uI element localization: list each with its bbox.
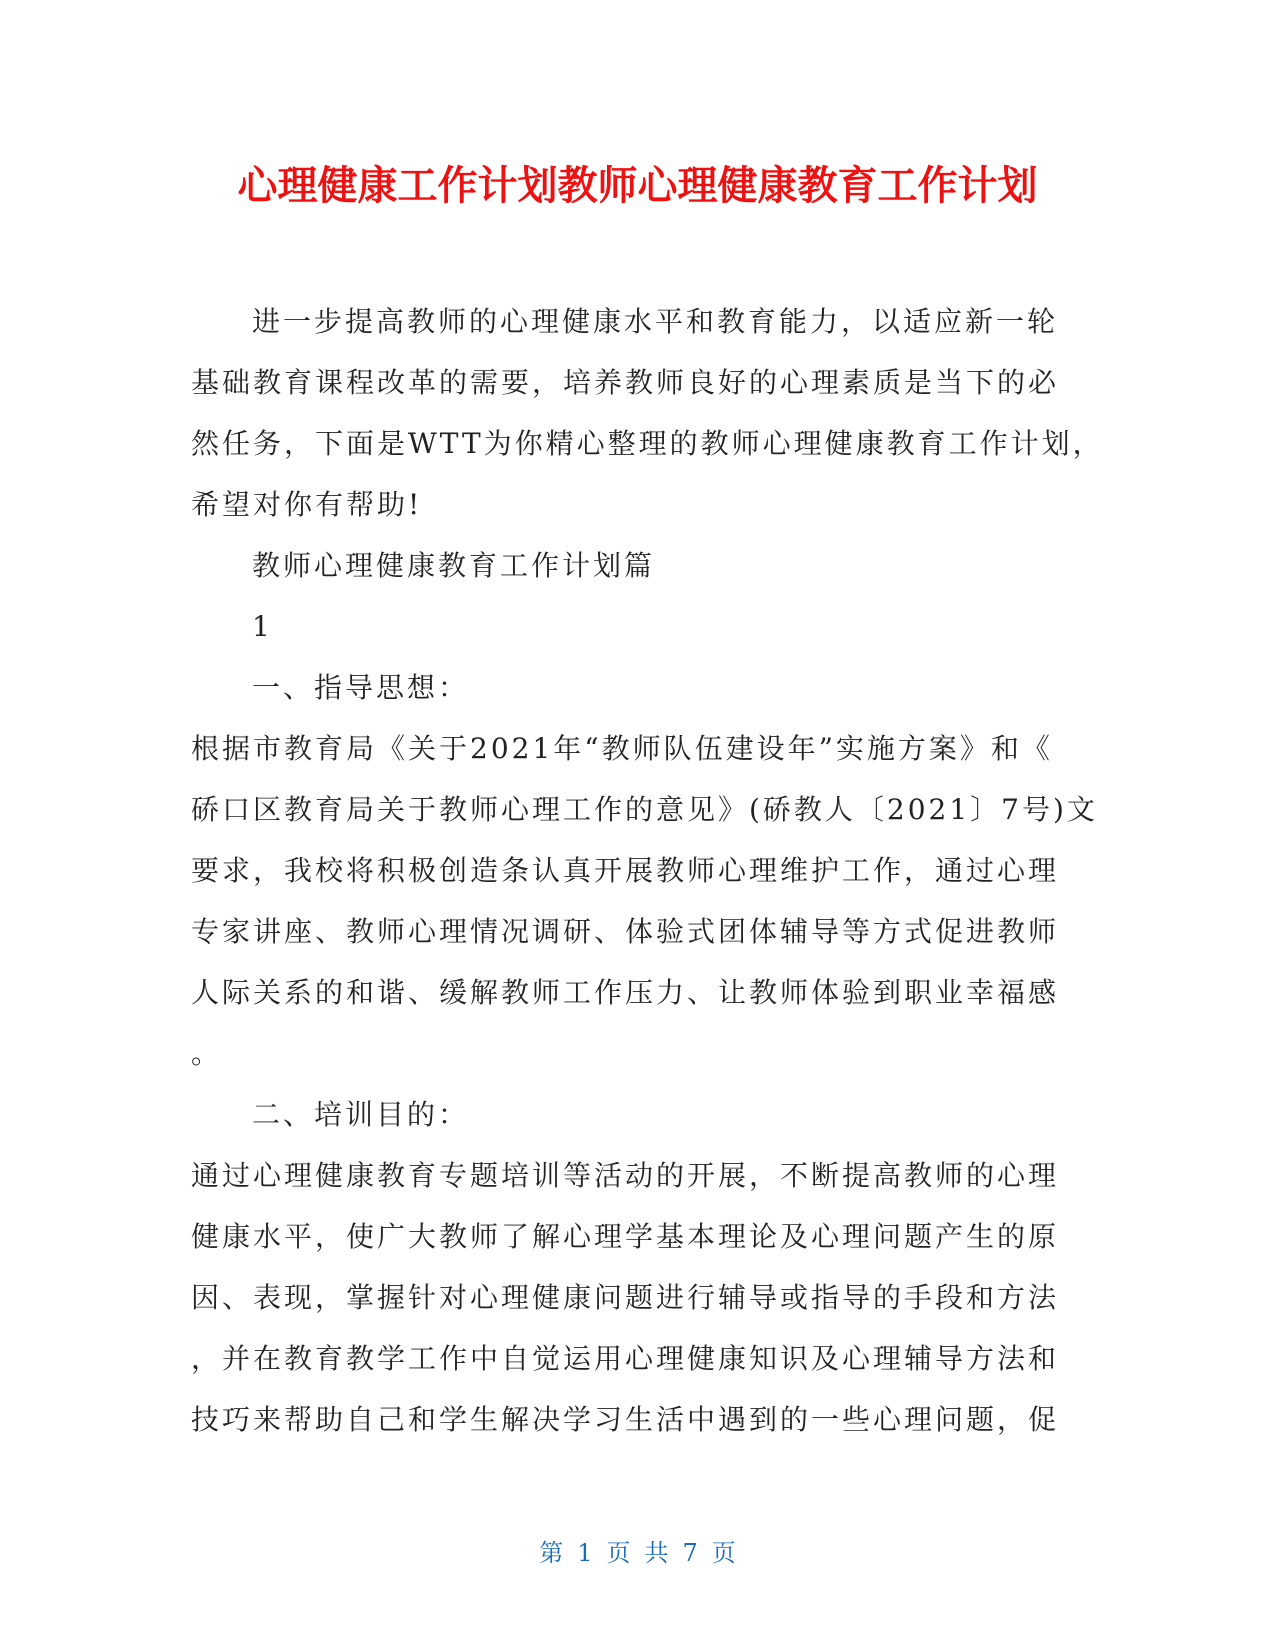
current-page-number: 1: [577, 1539, 593, 1567]
paragraph-line: 健康水平，使广大教师了解心理学基本理论及心理问题产生的原: [191, 1220, 1060, 1253]
section-heading: 一、指导思想：: [252, 671, 470, 704]
paragraph-line: 专家讲座、教师心理情况调研、体验式团体辅导等方式促进教师: [191, 915, 1060, 948]
document-title: 心理健康工作计划教师心理健康教育工作计划: [237, 163, 1038, 209]
footer-total-word: 共: [644, 1539, 669, 1567]
paragraph-line: 硚口区教育局关于教师心理工作的意见》(硚教人〔2021〕7号)文: [191, 793, 1098, 826]
footer-prefix: 第: [539, 1539, 564, 1567]
section-heading: 教师心理健康教育工作计划篇: [252, 549, 656, 582]
section-heading: 二、培训目的：: [252, 1098, 470, 1131]
paragraph-line: 技巧来帮助自己和学生解决学习生活中遇到的一些心理问题，促: [191, 1403, 1060, 1436]
paragraph-line: 因、表现，掌握针对心理健康问题进行辅导或指导的手段和方法: [191, 1281, 1060, 1314]
paragraph-line: 要求，我校将积极创造条认真开展教师心理维护工作，通过心理: [191, 854, 1060, 887]
paragraph-line: 进一步提高教师的心理健康水平和教育能力，以适应新一轮: [252, 305, 1059, 338]
total-page-count: 7: [682, 1539, 698, 1567]
footer-page-word: 页: [606, 1539, 631, 1567]
paragraph-line: 人际关系的和谐、缓解教师工作压力、让教师体验到职业幸福感: [191, 976, 1060, 1009]
paragraph-line: 然任务，下面是WTT为你精心整理的教师心理健康教育工作计划，: [191, 427, 1104, 460]
paragraph-line: 希望对你有帮助!: [191, 488, 423, 521]
document-body: [191, 291, 1104, 1450]
paragraph-line: ，并在教育教学工作中自觉运用心理健康知识及心理辅导方法和: [191, 1342, 1060, 1375]
footer-suffix: 页: [711, 1539, 736, 1567]
page-footer: [0, 1537, 1275, 1569]
paragraph-line: 通过心理健康教育专题培训等活动的开展，不断提高教师的心理: [191, 1159, 1060, 1192]
paragraph-line: 基础教育课程改革的需要，培养教师良好的心理素质是当下的必: [191, 366, 1060, 399]
section-number: 1: [252, 610, 273, 643]
paragraph-line: 。: [191, 1037, 223, 1070]
paragraph-line: 根据市教育局《关于2021年“教师队伍建设年”实施方案》和《: [191, 732, 1053, 765]
